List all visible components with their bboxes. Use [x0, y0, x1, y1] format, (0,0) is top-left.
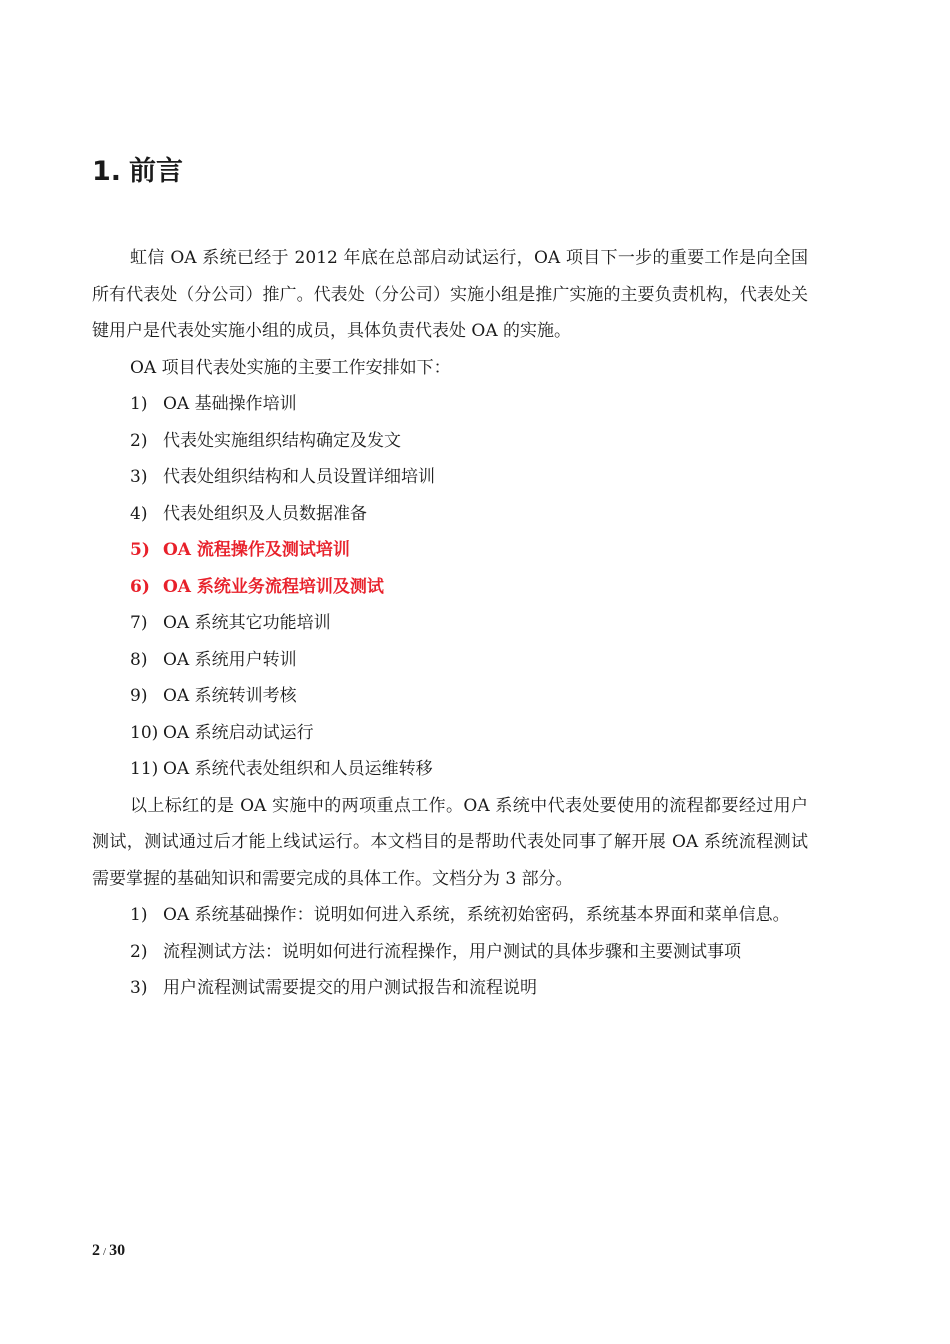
list-item-text: OA 系统用户转训 [163, 649, 297, 670]
list-item-text: OA 系统基础操作：说明如何进入系统，系统初始密码，系统基本界面和菜单信息。 [163, 905, 790, 925]
task-list [92, 386, 808, 788]
current-page: 2 [92, 1242, 100, 1259]
list-item-text: OA 流程操作及测试培训 [163, 540, 350, 560]
list-item [92, 934, 808, 971]
summary-paragraph: 以上标红的是 OA 实施中的两项重点工作。OA 系统中代表处要使用的流程都要经过用户测试，测试通过后才能上线试运行。本文档目的是帮助代表处同事了解开展 OA 系统流程测试需要掌握的基础知识和需要完成的具体工作。文档分为 3 部分。 [92, 795, 808, 889]
list-marker: 3) [130, 978, 148, 998]
list-marker: 6) [130, 576, 150, 597]
list-marker: 11) [130, 759, 159, 779]
parts-list [92, 897, 808, 1007]
list-marker: 1) [130, 905, 148, 925]
list-item [92, 386, 808, 423]
list-item-text: OA 系统启动试运行 [163, 722, 314, 743]
list-item-text: 流程测试方法：说明如何进行流程操作，用户测试的具体步骤和主要测试事项 [163, 941, 741, 962]
list-item-text: OA 系统转训考核 [163, 686, 297, 706]
list-item-text: 代表处组织及人员数据准备 [163, 503, 367, 524]
list-marker: 10) [130, 722, 159, 743]
list-item-text: OA 系统业务流程培训及测试 [163, 576, 384, 597]
list-item [92, 423, 808, 460]
list-marker: 7) [130, 613, 148, 633]
list-item-highlighted [92, 569, 808, 606]
list-marker: 3) [130, 467, 148, 487]
list-marker: 9) [130, 686, 148, 706]
list-item [92, 897, 808, 934]
list-marker: 1) [130, 394, 148, 414]
list-item-text: OA 基础操作培训 [163, 394, 297, 414]
section-title: 前言 [129, 156, 184, 187]
section-heading [92, 152, 183, 192]
list-item [92, 678, 808, 715]
list-item [92, 715, 808, 752]
list-item-text: 用户流程测试需要提交的用户测试报告和流程说明 [163, 978, 537, 998]
list-item [92, 496, 808, 533]
list-marker: 2) [130, 941, 148, 962]
list-item [92, 970, 808, 1007]
schedule-lead-paragraph: OA 项目代表处实施的主要工作安排如下： [130, 357, 451, 378]
list-marker: 8) [130, 649, 148, 670]
list-item-highlighted [92, 532, 808, 569]
list-item [92, 605, 808, 642]
list-marker: 2) [130, 430, 148, 451]
list-item [92, 751, 808, 788]
list-item-text: OA 系统其它功能培训 [163, 613, 331, 633]
page-number [92, 1242, 125, 1260]
list-item-text: 代表处组织结构和人员设置详细培训 [163, 467, 435, 487]
page-separator: / [103, 1246, 107, 1258]
section-number: 1. [92, 156, 122, 187]
list-marker: 4) [130, 503, 148, 524]
list-item-text: OA 系统代表处组织和人员运维转移 [163, 759, 433, 779]
list-item [92, 642, 808, 679]
intro-paragraph: 虹信 OA 系统已经于 2012 年底在总部启动试运行，OA 项目下一步的重要工作是向全国所有代表处（分公司）推广。代表处（分公司）实施小组是推广实施的主要负责机构，代表处关键用户是代表处实施小组的成员，具体负责代表处 OA 的实施。 [92, 248, 808, 341]
list-item-text: 代表处实施组织结构确定及发文 [163, 430, 401, 451]
list-marker: 5) [130, 540, 150, 560]
list-item [92, 459, 808, 496]
body-text [92, 240, 808, 1007]
total-pages: 30 [109, 1242, 126, 1259]
